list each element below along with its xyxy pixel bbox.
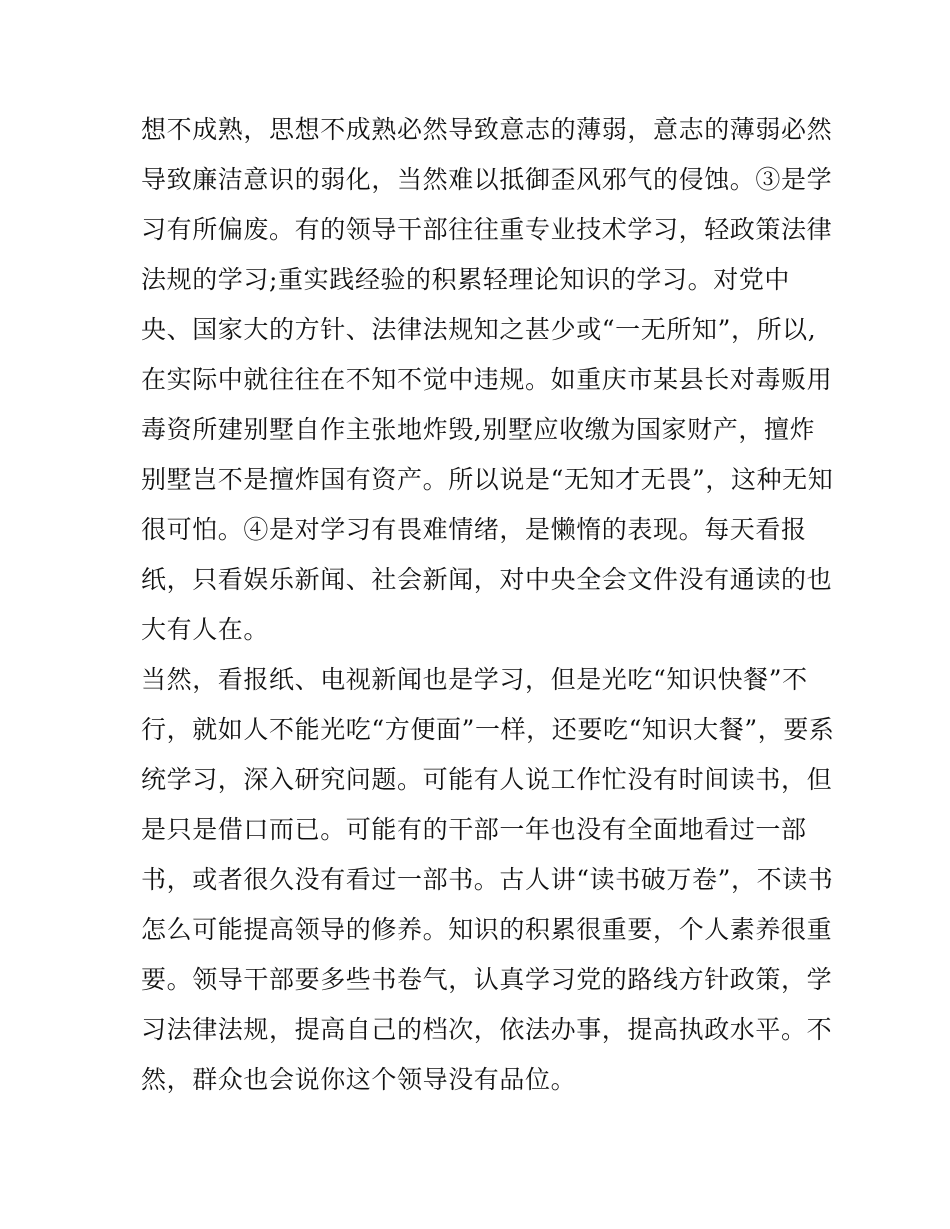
text-line: 行，就如人不能光吃“方便面”一样，还要吃“知识大餐”，要系	[141, 715, 835, 744]
text-line: 大有人在。	[141, 615, 270, 644]
text-line: 想不成熟，思想不成熟必然导致意志的薄弱，意志的薄弱必然	[141, 115, 833, 144]
text-line: 很可怕。④是对学习有畏难情绪，是懒惰的表现。每天看报	[141, 515, 807, 544]
text-line: 然，群众也会说你这个领导没有品位。	[141, 1065, 577, 1094]
text-line: 法规的学习;重实践经验的积累轻理论知识的学习。对党中	[141, 265, 791, 294]
text-line: 要。领导干部要多些书卷气，认真学习党的路线方针政策，学	[141, 965, 833, 994]
text-line: 统学习，深入研究问题。可能有人说工作忙没有时间读书，但	[141, 765, 833, 794]
text-line: 导致廉洁意识的弱化，当然难以抵御歪风邪气的侵蚀。③是学	[141, 165, 833, 194]
text-line: 毒资所建别墅自作主张地炸毁,别墅应收缴为国家财产，擅炸	[141, 415, 816, 444]
text-line: 怎么可能提高领导的修养。知识的积累很重要，个人素养很重	[141, 915, 833, 944]
text-line: 习法律法规，提高自己的档次，依法办事，提高执政水平。不	[141, 1015, 833, 1044]
text-line: 纸，只看娱乐新闻、社会新闻，对中央全会文件没有通读的也	[141, 565, 833, 594]
text-line: 书，或者很久没有看过一部书。古人讲“读书破万卷”，不读书	[141, 865, 834, 894]
text-line: 习有所偏废。有的领导干部往往重专业技术学习，轻政策法律	[141, 215, 833, 244]
text-line: 在实际中就往往在不知不觉中违规。如重庆市某县长对毒贩用	[141, 365, 833, 394]
text-line: 央、国家大的方针、法律法规知之甚少或“一无所知”，所以,	[141, 315, 817, 344]
text-line: 当然，看报纸、电视新闻也是学习，但是光吃“知识快餐”不	[141, 665, 808, 694]
text-line: 是只是借口而已。可能有的干部一年也没有全面地看过一部	[141, 815, 807, 844]
text-line: 别墅岂不是擅炸国有资产。所以说是“无知才无畏”，这种无知	[141, 465, 834, 494]
